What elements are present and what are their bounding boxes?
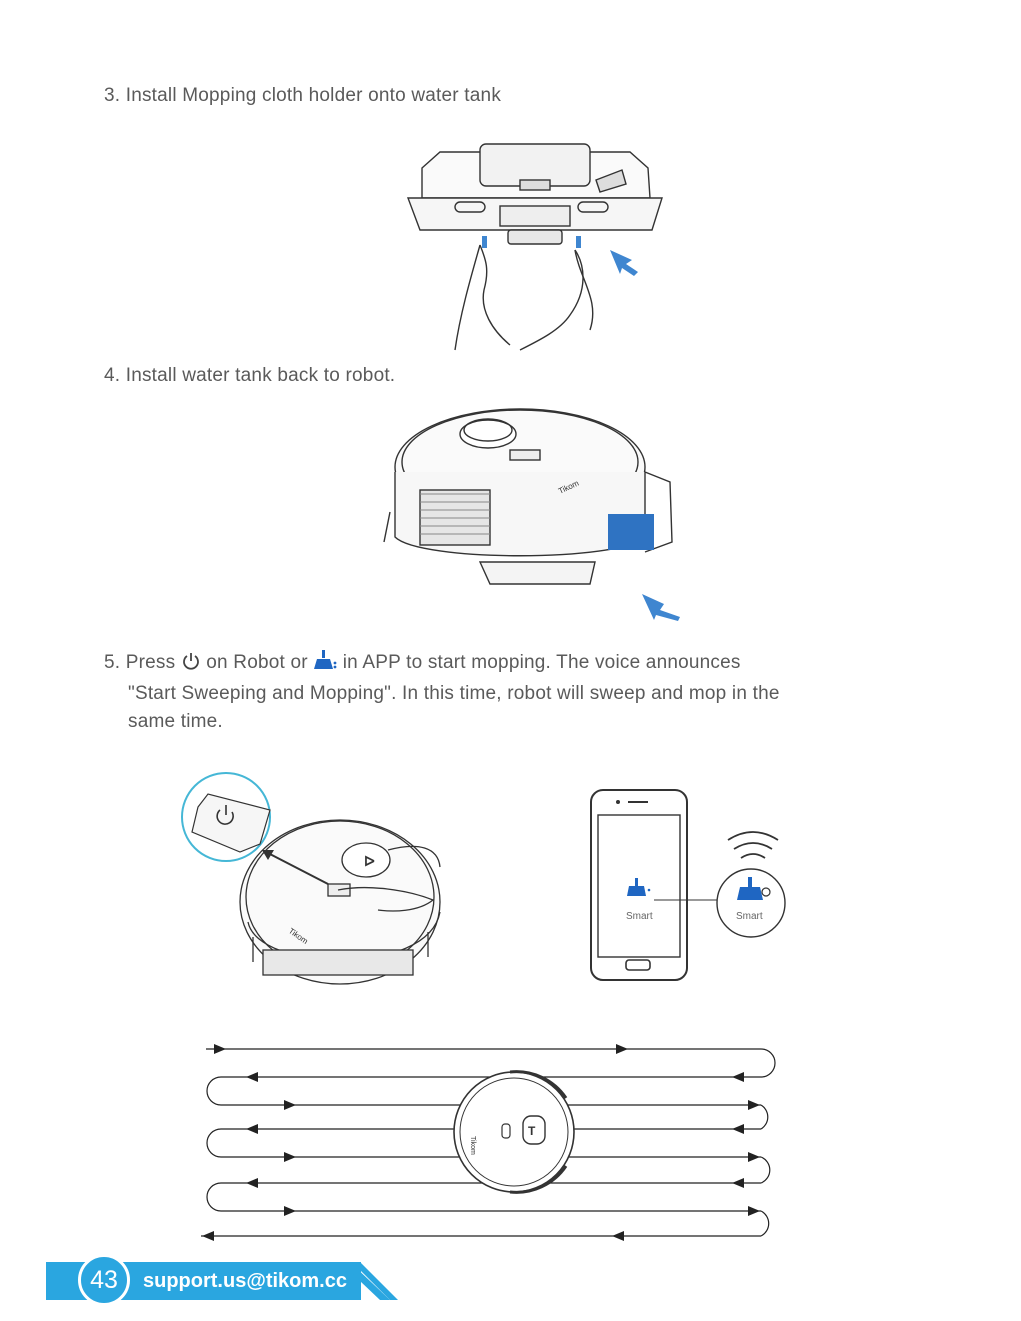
step-5-instruction xyxy=(104,649,864,736)
phone-app-illustration xyxy=(588,788,798,983)
robot-brand-label-3: Tikom xyxy=(469,1136,476,1155)
support-email-link[interactable]: support.us@tikom.cc xyxy=(143,1270,347,1292)
page-number: 43 xyxy=(78,1254,130,1306)
step-5-mid-1: on Robot or xyxy=(206,652,308,673)
step-5-prefix: 5. Press xyxy=(104,652,176,673)
svg-text:T: T xyxy=(528,1124,536,1138)
step-3-instruction: 3. Install Mopping cloth holder onto water tank xyxy=(104,85,502,106)
svg-text:ᐅ: ᐅ xyxy=(364,853,375,869)
footer-slash-decoration xyxy=(340,1262,400,1302)
robot-water-tank-illustration xyxy=(380,402,690,622)
step-5-mid-2: in APP to start mopping. The voice announces xyxy=(342,652,741,673)
water-tank-holder-illustration xyxy=(400,140,670,355)
wifi-icon xyxy=(728,832,778,858)
step-5-line-2: "Start Sweeping and Mopping". In this time, robot will sweep and mop in the xyxy=(128,683,780,704)
broom-icon xyxy=(313,649,337,680)
robot-brand-label-2: Tikom xyxy=(286,926,310,946)
step-5-line-3: same time. xyxy=(128,711,223,732)
cleaning-path-diagram xyxy=(196,1036,796,1246)
smart-label-zoom: Smart xyxy=(736,911,763,922)
power-icon xyxy=(181,651,201,680)
smart-label: Smart xyxy=(626,911,653,922)
robot-brand-label: Tikom xyxy=(557,478,581,496)
step-4-instruction: 4. Install water tank back to robot. xyxy=(104,365,396,386)
robot-power-press-illustration xyxy=(178,772,448,997)
